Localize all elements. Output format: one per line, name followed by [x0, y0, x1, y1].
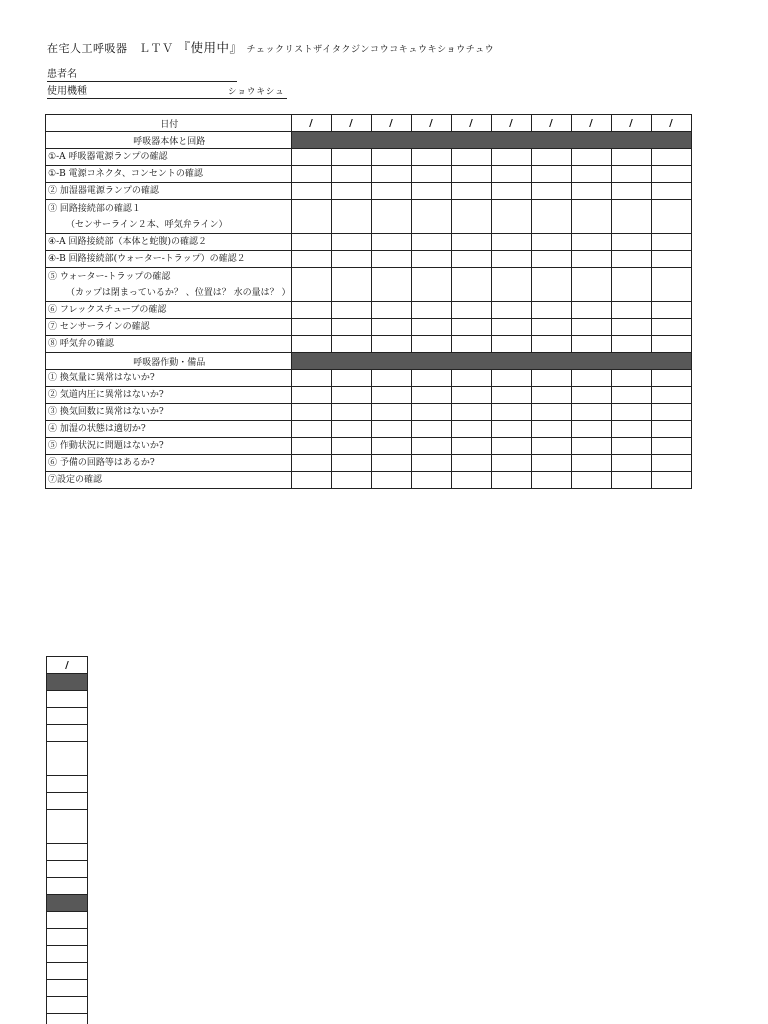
overflow-check-cell[interactable] [47, 963, 88, 980]
check-cell[interactable] [331, 472, 371, 489]
check-cell[interactable] [451, 166, 491, 183]
check-cell[interactable] [531, 200, 571, 234]
overflow-check-cell[interactable] [47, 1014, 88, 1024]
date-cell[interactable]: / [451, 115, 491, 132]
check-cell[interactable] [531, 421, 571, 438]
check-cell[interactable] [451, 234, 491, 251]
item-text: ③ 換気回数に異常はないか? [48, 407, 164, 417]
check-cell[interactable] [571, 370, 611, 387]
check-cell[interactable] [491, 319, 531, 336]
check-cell[interactable] [371, 404, 411, 421]
check-cell[interactable] [291, 472, 331, 489]
check-cell[interactable] [531, 149, 571, 166]
check-cell[interactable] [291, 387, 331, 404]
section-title: 呼吸器作動・備品 [46, 353, 292, 370]
check-cell[interactable] [411, 166, 451, 183]
check-cell[interactable] [291, 166, 331, 183]
overflow-check-cell[interactable] [47, 691, 88, 708]
item-text: ①-B 電源コネクタ、コンセントの確認 [48, 169, 203, 179]
check-cell[interactable] [531, 438, 571, 455]
check-cell[interactable] [291, 336, 331, 353]
check-cell[interactable] [331, 251, 371, 268]
overflow-check-cell[interactable] [47, 708, 88, 725]
check-cell[interactable] [331, 336, 371, 353]
check-cell[interactable] [451, 149, 491, 166]
check-cell[interactable] [651, 387, 691, 404]
check-cell[interactable] [651, 149, 691, 166]
check-cell[interactable] [571, 438, 611, 455]
check-cell[interactable] [291, 183, 331, 200]
check-cell[interactable] [571, 183, 611, 200]
checklist-item-label [46, 183, 292, 200]
checklist-item-label [46, 319, 292, 336]
checklist-item-label [46, 472, 292, 489]
check-cell[interactable] [371, 183, 411, 200]
check-cell[interactable] [571, 149, 611, 166]
overflow-check-cell[interactable] [47, 844, 88, 861]
overflow-check-cell[interactable] [47, 980, 88, 997]
check-cell[interactable] [491, 251, 531, 268]
overflow-check-cell[interactable] [47, 725, 88, 742]
item-text: ⑥ フレックスチューブの確認 [48, 305, 167, 315]
checklist-item-label [46, 302, 292, 319]
check-cell[interactable] [371, 319, 411, 336]
check-cell[interactable] [291, 234, 331, 251]
check-cell[interactable] [291, 251, 331, 268]
check-cell[interactable] [611, 302, 651, 319]
item-text: ⑥ 予備の回路等はあるか? [48, 458, 155, 468]
check-cell[interactable] [291, 200, 331, 234]
check-cell[interactable] [611, 166, 651, 183]
check-cell[interactable] [451, 387, 491, 404]
check-cell[interactable] [571, 387, 611, 404]
overflow-check-cell[interactable] [47, 742, 88, 776]
section-title: 呼吸器本体と回路 [46, 132, 292, 149]
check-cell[interactable] [371, 455, 411, 472]
item-text: ④-A 回路接続部（本体と蛇腹)の確認２ [48, 237, 207, 247]
check-cell[interactable] [291, 302, 331, 319]
checklist-table [45, 114, 692, 489]
check-cell[interactable] [371, 166, 411, 183]
check-cell[interactable] [411, 404, 451, 421]
check-cell[interactable] [611, 319, 651, 336]
section-shaded-band [291, 132, 691, 149]
date-cell[interactable]: / [571, 115, 611, 132]
check-cell[interactable] [331, 421, 371, 438]
check-cell[interactable] [451, 183, 491, 200]
check-cell[interactable] [531, 268, 571, 302]
checklist-item-label [46, 268, 292, 302]
checklist-row [46, 472, 692, 489]
checklist-row [46, 438, 692, 455]
date-cell[interactable]: / [531, 115, 571, 132]
section-header-row [46, 132, 692, 149]
checklist-item-label [46, 149, 292, 166]
overflow-date-cell[interactable]: / [47, 657, 88, 674]
check-cell[interactable] [651, 268, 691, 302]
check-cell[interactable] [451, 438, 491, 455]
device-model-value: ショウキシュ [228, 87, 285, 97]
checklist-row [46, 319, 692, 336]
check-cell[interactable] [331, 183, 371, 200]
check-cell[interactable] [331, 438, 371, 455]
check-cell[interactable] [291, 149, 331, 166]
check-cell[interactable] [611, 234, 651, 251]
check-cell[interactable] [331, 319, 371, 336]
check-cell[interactable] [571, 336, 611, 353]
check-cell[interactable] [371, 268, 411, 302]
check-cell[interactable] [451, 268, 491, 302]
check-cell[interactable] [451, 336, 491, 353]
item-text: ④-B 回路接続部(ウォーター-トラップ）の確認２ [48, 254, 246, 264]
section-header-row [46, 353, 692, 370]
check-cell[interactable] [571, 455, 611, 472]
checklist-item-label [46, 336, 292, 353]
check-cell[interactable] [571, 166, 611, 183]
check-cell[interactable] [451, 319, 491, 336]
check-cell[interactable] [611, 421, 651, 438]
check-cell[interactable] [451, 302, 491, 319]
checklist-row [46, 149, 692, 166]
check-cell[interactable] [371, 370, 411, 387]
check-cell[interactable] [371, 200, 411, 234]
check-cell[interactable] [611, 268, 651, 302]
check-cell[interactable] [411, 251, 451, 268]
check-cell[interactable] [411, 421, 451, 438]
check-cell[interactable] [651, 234, 691, 251]
check-cell[interactable] [331, 404, 371, 421]
checklist-row [46, 200, 692, 234]
item-note: （センサーライン２本、呼気弁ライン） [66, 219, 228, 230]
checklist-row [46, 421, 692, 438]
checklist-row [46, 302, 692, 319]
check-cell[interactable] [451, 421, 491, 438]
checklist-row [46, 455, 692, 472]
check-cell[interactable] [531, 251, 571, 268]
check-cell[interactable] [491, 455, 531, 472]
check-cell[interactable] [611, 200, 651, 234]
check-cell[interactable] [371, 438, 411, 455]
check-cell[interactable] [651, 421, 691, 438]
patient-name-label: 患者名 [47, 69, 77, 80]
checklist-item-label [46, 404, 292, 421]
checklist-row [46, 268, 692, 302]
check-cell[interactable] [491, 234, 531, 251]
check-cell[interactable] [531, 387, 571, 404]
check-cell[interactable] [651, 200, 691, 234]
date-cell[interactable]: / [651, 115, 691, 132]
checklist-row [46, 234, 692, 251]
item-text: ⑧ 呼気弁の確認 [48, 339, 114, 349]
check-cell[interactable] [611, 251, 651, 268]
checklist-row [46, 251, 692, 268]
date-cell[interactable]: / [331, 115, 371, 132]
check-cell[interactable] [651, 251, 691, 268]
item-text: ④ 加湿の状態は適切か? [48, 424, 146, 434]
device-model-field[interactable] [47, 86, 287, 99]
check-cell[interactable] [611, 438, 651, 455]
check-cell[interactable] [571, 200, 611, 234]
check-cell[interactable] [491, 421, 531, 438]
check-cell[interactable] [371, 234, 411, 251]
check-cell[interactable] [411, 336, 451, 353]
check-cell[interactable] [411, 200, 451, 234]
checklist-item-label [46, 370, 292, 387]
overflow-check-cell[interactable] [47, 776, 88, 793]
check-cell[interactable] [571, 302, 611, 319]
check-cell[interactable] [571, 404, 611, 421]
check-cell[interactable] [451, 472, 491, 489]
check-cell[interactable] [291, 268, 331, 302]
overflow-shaded-cell [47, 674, 88, 691]
check-cell[interactable] [491, 302, 531, 319]
check-cell[interactable] [611, 370, 651, 387]
check-cell[interactable] [531, 234, 571, 251]
check-cell[interactable] [651, 472, 691, 489]
title-reading: チェックリストザイタクジンコウコキュウキショウチュウ [246, 45, 495, 55]
check-cell[interactable] [291, 370, 331, 387]
checklist-item-label [46, 200, 292, 234]
check-cell[interactable] [411, 319, 451, 336]
check-cell[interactable] [571, 319, 611, 336]
check-cell[interactable] [651, 404, 691, 421]
check-cell[interactable] [611, 472, 651, 489]
overflow-check-cell[interactable] [47, 810, 88, 844]
check-cell[interactable] [491, 200, 531, 234]
check-cell[interactable] [331, 268, 371, 302]
item-text: ⑦設定の確認 [48, 475, 103, 485]
item-text: ⑤ ウォーター-トラップの確認 [48, 271, 171, 282]
check-cell[interactable] [451, 200, 491, 234]
check-cell[interactable] [611, 336, 651, 353]
patient-name-field[interactable] [47, 69, 237, 82]
overflow-check-cell[interactable] [47, 997, 88, 1014]
check-cell[interactable] [491, 472, 531, 489]
check-cell[interactable] [611, 404, 651, 421]
overflow-check-cell[interactable] [47, 878, 88, 895]
checklist-row [46, 183, 692, 200]
date-cell[interactable]: / [491, 115, 531, 132]
check-cell[interactable] [531, 166, 571, 183]
check-cell[interactable] [411, 438, 451, 455]
checklist-row [46, 370, 692, 387]
check-cell[interactable] [411, 472, 451, 489]
checklist-row [46, 336, 692, 353]
check-cell[interactable] [651, 319, 691, 336]
overflow-check-cell[interactable] [47, 929, 88, 946]
check-cell[interactable] [531, 455, 571, 472]
section-shaded-band [291, 353, 691, 370]
check-cell[interactable] [371, 302, 411, 319]
check-cell[interactable] [411, 183, 451, 200]
check-cell[interactable] [531, 302, 571, 319]
date-header-row [46, 115, 692, 132]
check-cell[interactable] [371, 149, 411, 166]
check-cell[interactable] [491, 268, 531, 302]
check-cell[interactable] [531, 319, 571, 336]
check-cell[interactable] [331, 234, 371, 251]
check-cell[interactable] [331, 370, 371, 387]
check-cell[interactable] [651, 455, 691, 472]
check-cell[interactable] [291, 421, 331, 438]
overflow-check-cell[interactable] [47, 946, 88, 963]
check-cell[interactable] [371, 421, 411, 438]
checklist-row [46, 404, 692, 421]
check-cell[interactable] [411, 268, 451, 302]
page-title [47, 38, 494, 56]
check-cell[interactable] [411, 370, 451, 387]
date-cell[interactable]: / [611, 115, 651, 132]
check-cell[interactable] [371, 251, 411, 268]
check-cell[interactable] [451, 370, 491, 387]
check-cell[interactable] [411, 302, 451, 319]
item-text: ② 気道内圧に異常はないか? [48, 390, 164, 400]
check-cell[interactable] [371, 336, 411, 353]
check-cell[interactable] [291, 438, 331, 455]
item-text: ① 換気量に異常はないか? [48, 373, 155, 383]
check-cell[interactable] [491, 438, 531, 455]
check-cell[interactable] [291, 455, 331, 472]
overflow-date-column [46, 656, 88, 1024]
check-cell[interactable] [651, 166, 691, 183]
item-text: ⑤ 作動状況に問題はないか? [48, 441, 164, 451]
check-cell[interactable] [571, 268, 611, 302]
overflow-shaded-cell [47, 895, 88, 912]
date-cell[interactable]: / [371, 115, 411, 132]
check-cell[interactable] [331, 149, 371, 166]
check-cell[interactable] [491, 336, 531, 353]
checklist-row [46, 387, 692, 404]
check-cell[interactable] [491, 370, 531, 387]
date-header-label: 日付 [46, 115, 292, 132]
checklist-item-label [46, 438, 292, 455]
overflow-check-cell[interactable] [47, 912, 88, 929]
item-text: ③ 回路接続部の確認１ [48, 203, 141, 214]
check-cell[interactable] [531, 370, 571, 387]
checklist-item-label [46, 421, 292, 438]
item-text: ② 加湿器電源ランプの確認 [48, 186, 159, 196]
check-cell[interactable] [331, 200, 371, 234]
checklist-item-label [46, 251, 292, 268]
check-cell[interactable] [331, 455, 371, 472]
overflow-check-cell[interactable] [47, 861, 88, 878]
title-status: 『使用中』 [177, 40, 243, 55]
check-cell[interactable] [531, 472, 571, 489]
check-cell[interactable] [571, 472, 611, 489]
check-cell[interactable] [531, 183, 571, 200]
check-cell[interactable] [491, 404, 531, 421]
check-cell[interactable] [371, 472, 411, 489]
check-cell[interactable] [491, 149, 531, 166]
check-cell[interactable] [451, 251, 491, 268]
check-cell[interactable] [611, 149, 651, 166]
check-cell[interactable] [571, 251, 611, 268]
check-cell[interactable] [491, 183, 531, 200]
check-cell[interactable] [451, 404, 491, 421]
item-note: （カップは閉まっているか？ 、位置は？ 水の量は？ ） [66, 287, 291, 298]
date-cell[interactable]: / [291, 115, 331, 132]
check-cell[interactable] [291, 404, 331, 421]
overflow-check-cell[interactable] [47, 793, 88, 810]
check-cell[interactable] [371, 387, 411, 404]
check-cell[interactable] [411, 234, 451, 251]
check-cell[interactable] [571, 234, 611, 251]
title-main: 在宅人工呼吸器 ＬＴＶ [47, 42, 174, 55]
device-model-label: 使用機種 [47, 86, 87, 97]
check-cell[interactable] [291, 319, 331, 336]
date-cell[interactable]: / [411, 115, 451, 132]
check-cell[interactable] [331, 302, 371, 319]
check-cell[interactable] [531, 404, 571, 421]
item-text: ⑦ センサーラインの確認 [48, 322, 150, 332]
checklist-item-label [46, 455, 292, 472]
check-cell[interactable] [651, 336, 691, 353]
check-cell[interactable] [411, 387, 451, 404]
check-cell[interactable] [531, 336, 571, 353]
check-cell[interactable] [491, 166, 531, 183]
check-cell[interactable] [611, 183, 651, 200]
check-cell[interactable] [651, 183, 691, 200]
check-cell[interactable] [651, 370, 691, 387]
check-cell[interactable] [611, 455, 651, 472]
check-cell[interactable] [651, 302, 691, 319]
check-cell[interactable] [451, 455, 491, 472]
check-cell[interactable] [571, 421, 611, 438]
check-cell[interactable] [651, 438, 691, 455]
checklist-item-label [46, 387, 292, 404]
checklist-row [46, 166, 692, 183]
check-cell[interactable] [331, 166, 371, 183]
check-cell[interactable] [411, 455, 451, 472]
check-cell[interactable] [411, 149, 451, 166]
check-cell[interactable] [491, 387, 531, 404]
item-text: ①-A 呼吸器電源ランプの確認 [48, 152, 168, 162]
check-cell[interactable] [611, 387, 651, 404]
checklist-item-label [46, 234, 292, 251]
checklist-item-label [46, 166, 292, 183]
check-cell[interactable] [331, 387, 371, 404]
